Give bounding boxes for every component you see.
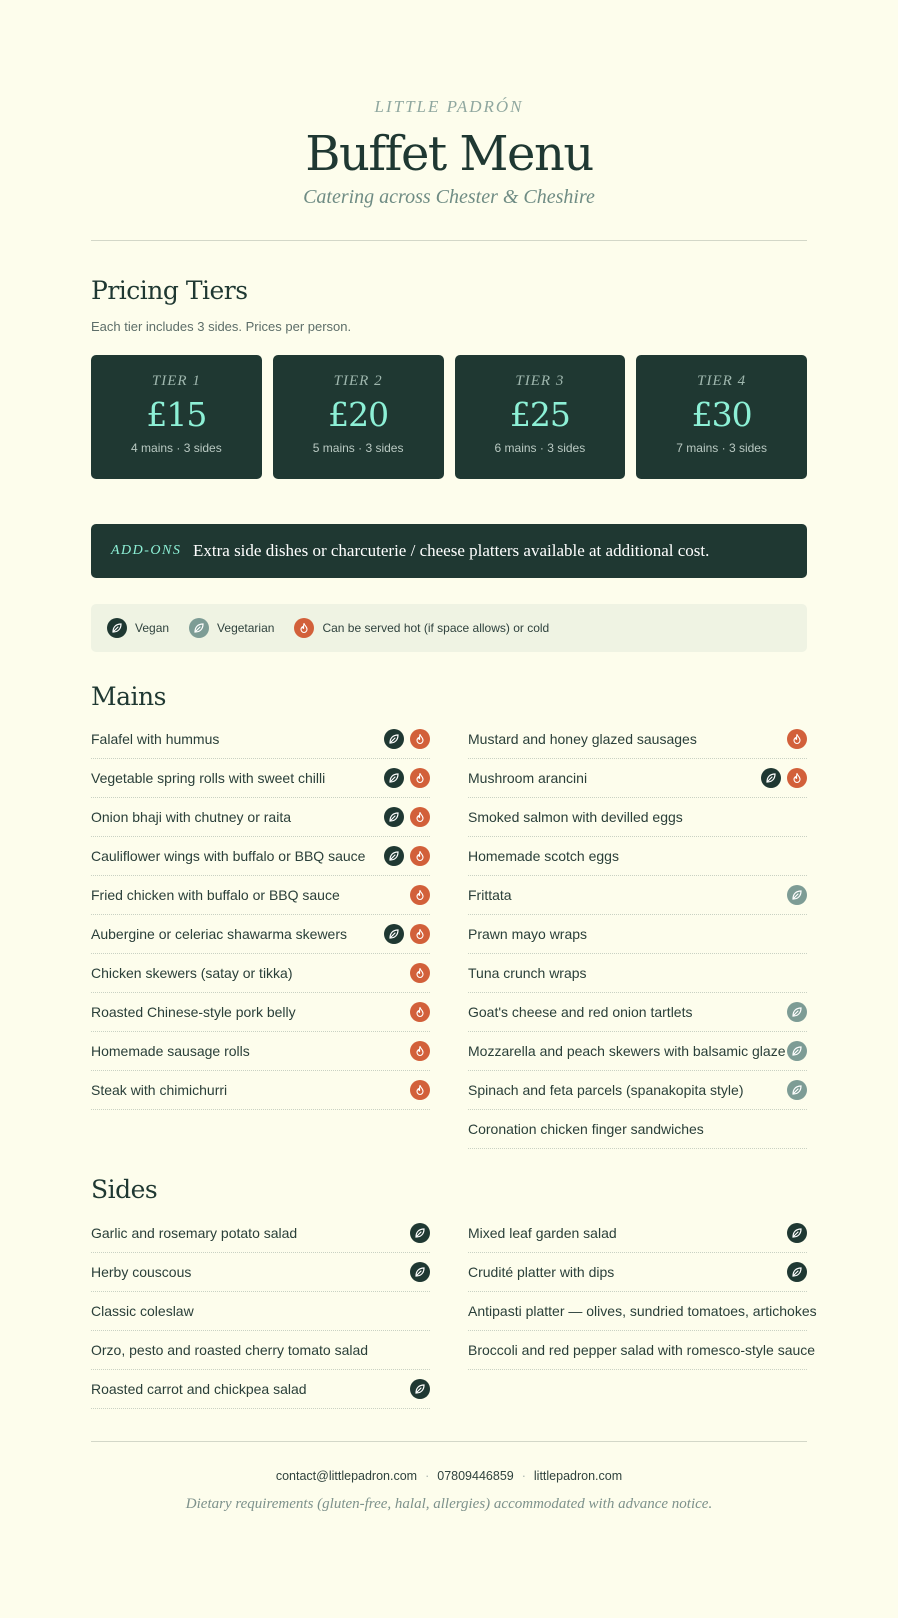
dietary-icons xyxy=(410,1379,430,1399)
flame-icon xyxy=(410,924,430,944)
dietary-note: Dietary requirements (gluten-free, halal, allergies) accommodated with advance notice. xyxy=(185,1496,713,1512)
tier-name: TIER 4 xyxy=(697,373,747,389)
leaf-icon xyxy=(384,846,404,866)
flame-icon xyxy=(410,1041,430,1061)
sides-list-left xyxy=(91,1214,430,1409)
legend-label: Can be served hot (if space allows) or cold xyxy=(322,621,550,635)
menu-item xyxy=(91,798,430,837)
legend-vegetarian xyxy=(189,618,274,638)
mains-heading: Mains xyxy=(91,682,166,711)
pricing-note: Each tier includes 3 sides. Prices per person. xyxy=(91,319,352,334)
menu-item-name: Fried chicken with buffalo or BBQ sauce xyxy=(91,887,340,903)
menu-item xyxy=(91,1253,430,1292)
dietary-icons xyxy=(787,1041,807,1061)
flame-icon xyxy=(410,885,430,905)
menu-item-name: Classic coleslaw xyxy=(91,1303,194,1319)
flame-icon xyxy=(410,1002,430,1022)
menu-item-name: Roasted carrot and chickpea salad xyxy=(91,1381,307,1397)
menu-item-name: Mozzarella and peach skewers with balsamic glaze xyxy=(468,1043,786,1059)
leaf-icon xyxy=(384,729,404,749)
menu-item xyxy=(468,1032,807,1071)
contact-phone[interactable]: 07809446859 xyxy=(437,1469,514,1483)
flame-icon xyxy=(410,768,430,788)
menu-item-name: Onion bhaji with chutney or raita xyxy=(91,809,291,825)
tier-card-4 xyxy=(636,355,807,479)
brand-name: LITTLE PADRÓN xyxy=(374,97,524,116)
menu-item-name: Herby couscous xyxy=(91,1264,192,1280)
legend-hot xyxy=(294,618,549,638)
dietary-icons xyxy=(384,924,430,944)
menu-item xyxy=(91,837,430,876)
legend-label: Vegetarian xyxy=(217,621,275,635)
menu-item-name: Prawn mayo wraps xyxy=(468,926,588,942)
page-title: Buffet Menu xyxy=(305,126,593,182)
menu-item xyxy=(468,915,807,954)
menu-item xyxy=(468,720,807,759)
menu-item-name: Orzo, pesto and roasted cherry tomato salad xyxy=(91,1342,369,1358)
leaf-icon xyxy=(787,1002,807,1022)
menu-item xyxy=(91,1370,430,1409)
menu-item-name: Goat's cheese and red onion tartlets xyxy=(468,1004,693,1020)
leaf-icon xyxy=(410,1223,430,1243)
dietary-legend xyxy=(91,604,807,652)
flame-icon xyxy=(410,729,430,749)
menu-item-name: Crudité platter with dips xyxy=(468,1264,615,1280)
dietary-icons xyxy=(410,1223,430,1243)
menu-item-name: Falafel with hummus xyxy=(91,731,220,747)
menu-item xyxy=(91,876,430,915)
menu-item xyxy=(91,993,430,1032)
menu-item xyxy=(91,1071,430,1110)
flame-icon xyxy=(787,768,807,788)
flame-icon xyxy=(410,963,430,983)
menu-item-name: Cauliflower wings with buffalo or BBQ sauce xyxy=(91,848,366,864)
menu-item xyxy=(468,876,807,915)
dietary-icons xyxy=(787,885,807,905)
flame-icon xyxy=(294,618,314,638)
leaf-icon xyxy=(384,924,404,944)
menu-item xyxy=(91,1292,430,1331)
dietary-icons xyxy=(787,1080,807,1100)
dietary-icons xyxy=(384,768,430,788)
leaf-icon xyxy=(107,618,127,638)
separator: · xyxy=(521,1469,526,1483)
mains-list-right xyxy=(468,720,807,1149)
dietary-icons xyxy=(410,1041,430,1061)
menu-item xyxy=(468,954,807,993)
addons-banner xyxy=(91,524,807,578)
tier-price: £20 xyxy=(328,395,389,434)
tier-name: TIER 2 xyxy=(333,373,383,389)
sides-list-right xyxy=(468,1214,817,1370)
menu-item-name: Homemade scotch eggs xyxy=(468,848,619,864)
tier-price: £25 xyxy=(509,395,570,434)
dietary-icons xyxy=(410,1262,430,1282)
tier-price: £30 xyxy=(691,395,752,434)
addons-label: ADD-ONS xyxy=(111,543,182,558)
menu-item xyxy=(91,759,430,798)
tier-description: 4 mains · 3 sides xyxy=(131,441,222,455)
menu-item xyxy=(91,1032,430,1071)
footer-divider xyxy=(91,1441,807,1442)
menu-item-name: Garlic and rosemary potato salad xyxy=(91,1225,298,1241)
menu-item-name: Broccoli and red pepper salad with romesco-style sauce xyxy=(468,1342,816,1358)
dietary-icons xyxy=(384,807,430,827)
leaf-icon xyxy=(761,768,781,788)
tier-name: TIER 3 xyxy=(515,373,565,389)
tier-description: 5 mains · 3 sides xyxy=(312,441,404,455)
flame-icon xyxy=(787,729,807,749)
flame-icon xyxy=(410,846,430,866)
flame-icon xyxy=(410,1080,430,1100)
menu-item-name: Smoked salmon with devilled eggs xyxy=(468,809,683,825)
contact-email[interactable]: contact@littlepadron.com xyxy=(275,1469,418,1483)
tier-card-1 xyxy=(91,355,262,479)
tier-price: £15 xyxy=(146,395,207,434)
leaf-icon xyxy=(787,885,807,905)
tier-card-3 xyxy=(455,355,626,479)
menu-item xyxy=(91,1331,430,1370)
leaf-icon xyxy=(787,1262,807,1282)
page-subtitle: Catering across Chester & Cheshire xyxy=(303,186,595,208)
menu-item-name: Mushroom arancini xyxy=(468,770,588,786)
dietary-icons xyxy=(410,885,430,905)
leaf-icon xyxy=(384,768,404,788)
sides-heading: Sides xyxy=(91,1175,158,1204)
dietary-icons xyxy=(384,729,430,749)
menu-item xyxy=(468,1331,816,1370)
header-divider xyxy=(91,240,807,241)
menu-item xyxy=(468,1253,807,1292)
addons-text: Extra side dishes or charcuterie / cheese platters available at additional cost. xyxy=(193,541,710,560)
dietary-icons xyxy=(761,768,807,788)
dietary-icons xyxy=(787,1262,807,1282)
menu-item xyxy=(468,837,807,876)
menu-item-name: Mixed leaf garden salad xyxy=(468,1225,617,1241)
tier-card-2 xyxy=(273,355,444,479)
menu-item xyxy=(468,759,807,798)
mains-list-left xyxy=(91,720,430,1110)
dietary-icons xyxy=(787,1223,807,1243)
tier-name: TIER 1 xyxy=(151,373,201,389)
dietary-icons xyxy=(410,963,430,983)
menu-item xyxy=(468,993,807,1032)
menu-item xyxy=(91,720,430,759)
tier-description: 6 mains · 3 sides xyxy=(494,441,586,455)
separator: · xyxy=(425,1469,430,1483)
legend-label: Vegan xyxy=(135,621,170,635)
menu-item-name: Vegetable spring rolls with sweet chilli xyxy=(91,770,326,786)
menu-item xyxy=(91,954,430,993)
menu-item-name: Chicken skewers (satay or tikka) xyxy=(91,965,293,981)
menu-item-name: Coronation chicken finger sandwiches xyxy=(468,1121,704,1137)
leaf-icon xyxy=(410,1262,430,1282)
leaf-icon xyxy=(384,807,404,827)
menu-item xyxy=(91,915,430,954)
menu-item-name: Spinach and feta parcels (spanakopita style) xyxy=(468,1082,744,1098)
leaf-icon xyxy=(189,618,209,638)
contact-line xyxy=(91,1469,807,1483)
menu-item xyxy=(468,798,807,837)
dietary-icons xyxy=(410,1080,430,1100)
menu-item-name: Mustard and honey glazed sausages xyxy=(468,731,697,747)
contact-website[interactable]: littlepadron.com xyxy=(533,1469,623,1483)
pricing-heading: Pricing Tiers xyxy=(91,276,248,305)
dietary-icons xyxy=(384,846,430,866)
leaf-icon xyxy=(787,1080,807,1100)
legend-vegan xyxy=(107,618,169,638)
menu-item-name: Homemade sausage rolls xyxy=(91,1043,250,1059)
dietary-icons xyxy=(787,729,807,749)
leaf-icon xyxy=(410,1379,430,1399)
menu-item-name: Roasted Chinese-style pork belly xyxy=(91,1004,296,1020)
menu-item-name: Tuna crunch wraps xyxy=(468,965,587,981)
leaf-icon xyxy=(787,1041,807,1061)
menu-item xyxy=(468,1071,807,1110)
menu-item-name: Steak with chimichurri xyxy=(91,1082,228,1098)
menu-item-name: Frittata xyxy=(468,887,512,903)
flame-icon xyxy=(410,807,430,827)
menu-item xyxy=(91,1214,430,1253)
menu-item xyxy=(468,1292,817,1331)
dietary-icons xyxy=(410,1002,430,1022)
menu-item-name: Aubergine or celeriac shawarma skewers xyxy=(91,926,347,942)
menu-item xyxy=(468,1214,807,1253)
menu-item xyxy=(468,1110,807,1149)
tier-description: 7 mains · 3 sides xyxy=(676,441,767,455)
pricing-tiers xyxy=(91,355,807,479)
dietary-icons xyxy=(787,1002,807,1022)
menu-item-name: Antipasti platter — olives, sundried tomatoes, artichokes xyxy=(468,1303,817,1319)
leaf-icon xyxy=(787,1223,807,1243)
